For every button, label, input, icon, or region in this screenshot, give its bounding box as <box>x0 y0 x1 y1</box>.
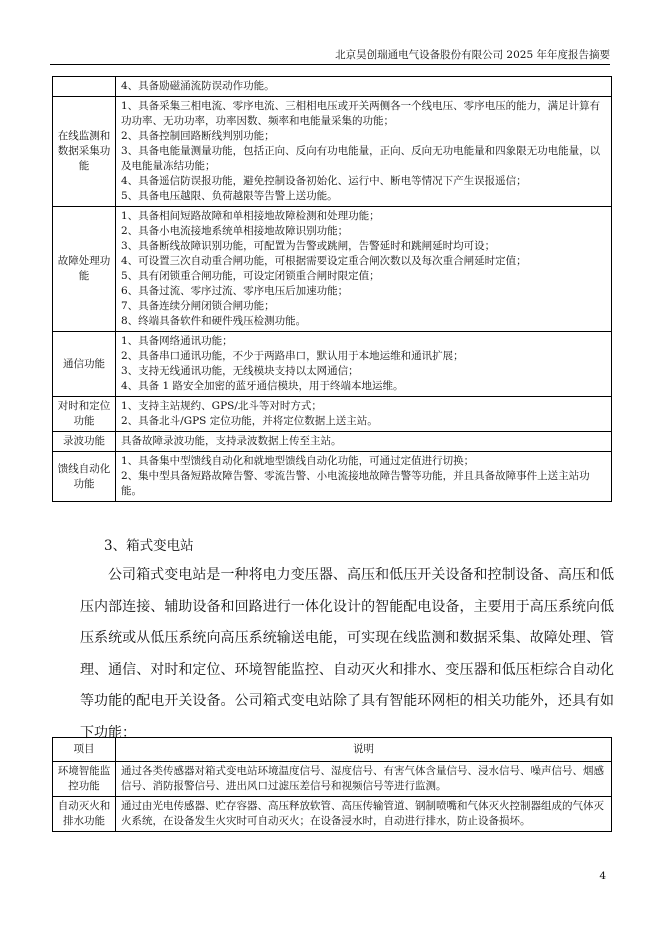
function-category-label: 对时和定位功能 <box>53 397 116 432</box>
function-description-cell <box>116 452 612 502</box>
function-table <box>52 76 612 502</box>
function-description-cell <box>116 432 612 452</box>
function-item: 具备故障录波功能，支持录波数据上传至主站。 <box>121 435 342 447</box>
function-item: 2、具备小电流接地系统单相接地故障识别功能； <box>121 225 349 237</box>
item-label: 自动灭火和排水功能 <box>53 797 116 832</box>
table-row <box>53 397 612 432</box>
function-item: 1、具备采集三相电流、零序电流、三相相电压或开关两侧各一个线电压、零序电压的能力，满足计算有功功率、无功功率，功率因数、频率和电能量采集的功能； <box>121 100 601 127</box>
function-category-label: 录波功能 <box>53 432 116 452</box>
item-description: 通过由光电传感器、贮存容器、高压释放软管、高压传输管道、钢制喷嘴和气体灭火控制器组成的气体灭火系统，在设备发生火灾时可自动灭火；在设备浸水时，自动进行排水，防止设备损坏。 <box>116 797 612 832</box>
function-description-cell <box>116 97 612 207</box>
function-category-label: 通信功能 <box>53 332 116 397</box>
table-row <box>53 797 612 832</box>
function-item: 2、具备北斗/GPS 定位功能，并将定位数据上送主站。 <box>121 415 378 427</box>
function-item: 4、具备励磁涌流防误动作功能。 <box>121 80 275 92</box>
function-item: 4、具备遥信防误报功能，避免控制设备初始化、运行中、断电等情况下产生误报遥信； <box>121 175 527 187</box>
function-item: 5、具有闭锁重合闸功能，可设定闭锁重合闸时限定值； <box>121 270 380 282</box>
function-item: 1、具备网络通讯功能； <box>121 335 233 347</box>
section-paragraph: 公司箱式变电站是一种将电力变压器、高压和低压开关设备和控制设备、高压和低压内部连接、辅助设备和回路进行一体化设计的智能配电设备，主要用于高压系统向低压系统或从低压系统向高压系统输送电能，可实现在线监测和数据采集、故障处理、管理、通信、对时和定位、环境智能监控、自动灭火和排水、变压器和低压柜综合自动化等功能的配电开关设备。公司箱式变电站除了具有智能环网柜的相关功能外，还具有如下功能： <box>80 567 614 741</box>
table-row <box>53 97 612 207</box>
function-item: 3、支持无线通讯功能，无线模块支持以太网通信； <box>121 365 359 377</box>
function-item: 1、支持主站规约、GPS/北斗等对时方式； <box>121 400 322 412</box>
function-item: 1、具备集中型馈线自动化和就地型馈线自动化功能，可通过定值进行切换； <box>121 455 475 467</box>
function-category-label: 故障处理功能 <box>53 207 116 332</box>
function-category-label <box>53 77 116 97</box>
table-row <box>53 762 612 797</box>
function-item: 7、具备连续分闸闭锁合闸功能； <box>121 300 275 312</box>
function-item: 2、具备串口通讯功能，不少于两路串口，默认用于本地运维和通讯扩展； <box>121 350 464 362</box>
table-row <box>53 207 612 332</box>
item-label: 环境智能监控功能 <box>53 762 116 797</box>
function-description-cell <box>116 397 612 432</box>
table-row <box>53 332 612 397</box>
column-header-description: 说明 <box>116 738 612 762</box>
table-row <box>53 452 612 502</box>
function-category-label: 在线监测和数据采集功能 <box>53 97 116 207</box>
table-row <box>53 77 612 97</box>
function-description-cell <box>116 77 612 97</box>
item-description: 通过各类传感器对箱式变电站环境温度信号、湿度信号、有害气体含量信号、浸水信号、噪声信号、烟感信号、消防报警信号、进出风口过滤压差信号和视频信号等进行监测。 <box>116 762 612 797</box>
table-row <box>53 432 612 452</box>
header-divider <box>50 64 610 65</box>
column-header-item: 项目 <box>53 738 116 762</box>
function-item: 1、具备相间短路故障和单相接地故障检测和处理功能； <box>121 210 380 222</box>
function-item: 3、具备断线故障识别功能，可配置为告警或跳闸，告警延时和跳闸延时均可设； <box>121 240 496 252</box>
function-item: 8、终端具备软件和硬件残压检测功能。 <box>121 315 307 327</box>
function-item: 4、可设置三次自动重合闸功能，可根据需要设定重合闸次数以及每次重合闸延时定值； <box>121 255 527 267</box>
section-heading: 3、箱式变电站 <box>104 538 194 554</box>
function-description-cell <box>116 332 612 397</box>
function-item: 2、集中型具备短路故障告警、零流告警、小电流接地故障告警等功能，并且具备故障事件上送主站功能。 <box>121 470 590 497</box>
box-substation-function-table <box>52 737 612 832</box>
function-item: 4、具备 1 路安全加密的蓝牙通信模块，用于终端本地运维。 <box>121 380 404 392</box>
page-number: 4 <box>599 870 606 882</box>
function-item: 5、具备电压越限、负荷越限等告警上送功能。 <box>121 190 338 202</box>
function-item: 6、具备过流、零序过流、零序电压后加速功能； <box>121 285 349 297</box>
function-item: 2、具备控制回路断线判别功能； <box>121 130 275 142</box>
function-description-cell <box>116 207 612 332</box>
function-item: 3、具备电能量测量功能，包括正向、反向有功电能量，正向、反向无功电能量和四象限无功电能量，以及电能量冻结功能； <box>121 145 601 172</box>
report-header: 北京昊创瑞通电气设备股份有限公司 2025 年年度报告摘要 <box>335 49 610 61</box>
table-header-row <box>53 738 612 762</box>
function-category-label: 馈线自动化功能 <box>53 452 116 502</box>
